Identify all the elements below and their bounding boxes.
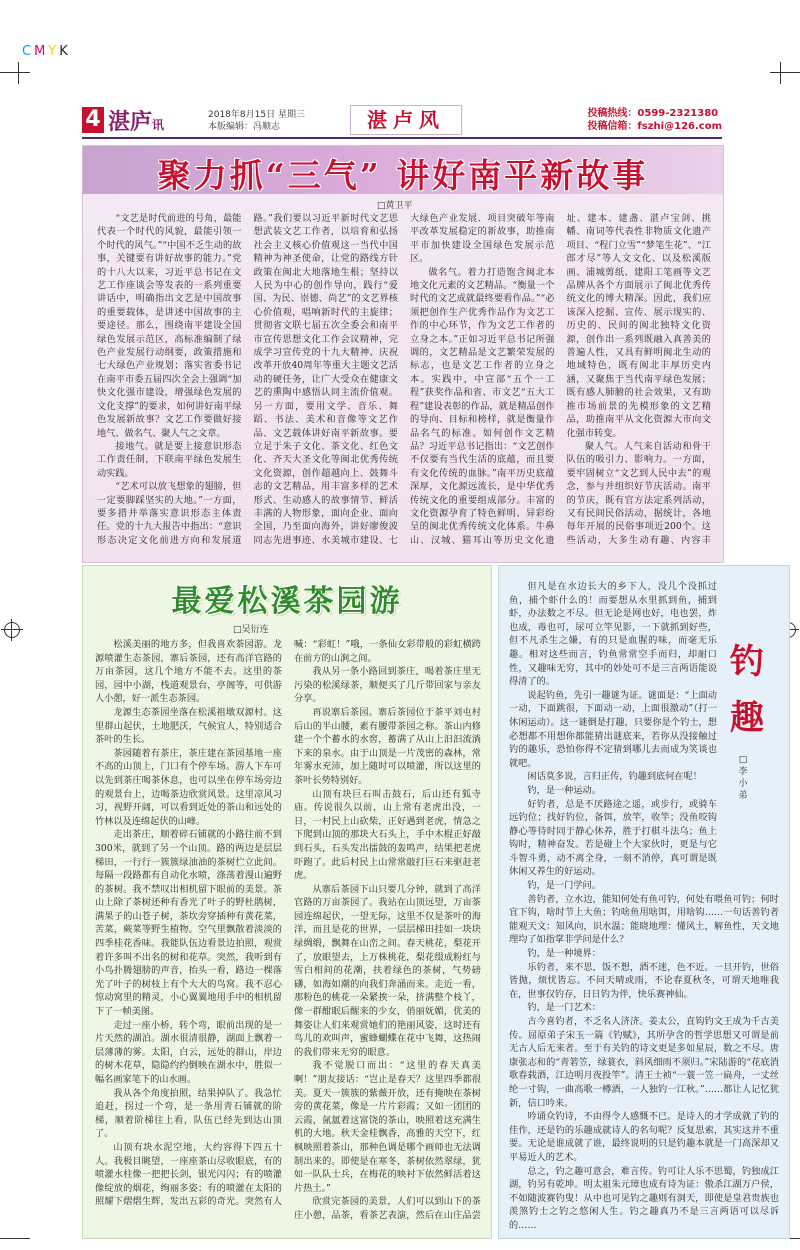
paragraph: 乐钓者，来不思，饭不想，酒不迷，色不近。一旦开钓，世俗皆抛，烦忧皆忘。不问天晴或雨，不论春夏秋冬，可谓天地唯我在，世事仅钓存，日日钓为伴，快乐赛神仙。: [509, 961, 779, 1000]
brand-name: 湛庐: [108, 109, 153, 135]
title-char: 钓: [730, 642, 764, 682]
article-tea-garden-title: 最爱松溪茶园游: [171, 584, 403, 619]
paragraph: 钓，是一种运动。: [527, 784, 601, 796]
paragraph: 做名气。着力打造饱含闽北本地文化元素的文艺精品。“衡量一个时代的文艺成就最终要看作品。”“必须把创作生产优秀作品作为文艺工作的中心环节，作为文艺工作者的立身之本。”正如习近平总书记所强调的，文艺精品是文艺繁荣发展的标志，也是文艺工作者的立身之本。实践中，中宣部“五个一工程”获奖作品和省、市文艺“五大工程”建设表彰的作品，就是精品创作的导向、目标和榜样，就是衡量作品名气的标准。如何创作文艺精品？习近平总书记指出：“文艺创作不仅要有当代生活的底蕴，而且要有文化传统的血脉。”南平历史底蕴深厚，文化源远流长，是中华优秀传统文化的重要组成部分。丰富的文化资源孕育了特色鲜明、异彩纷呈的闽北优秀传统文化体系。牛鼻山、汉城、猫耳山等历史文化遗址、建本、建盏、湛卢宝剑、挑幡、南词等代表性非物质文化遗产项目、“程门立雪”“梦笔生花”、“江郎才尽”等人文文化、以及松溪版画、浦城剪纸、建阳工笔画等文艺品牌从各个方面展示了闽北优秀传统文化的博大精深。因此，我们应该深入挖掘、宣传、展示现实的、历史的、民间的闽北独特文化资源，创作出一系列既融入真善美的普遍人性，又具有鲜明闽北生动的地域特色，既有闽北丰厚历史内涵，又聚焦于当代南平绿色发展；既有感人肺腑的社会效果，又有助推市场前景的先模形象的文艺精品，助推南平从文化资源大市向文化强市转变。: [410, 213, 711, 546]
paragraph: 吟诵众钓诗，不由得令人感慨不已。是诗人的才学成就了钓的佳作，还是钓的乐趣成就诗人的名句呢？反复思索，其实这并不重要。无论是谁成就了谁，最终说明的只是钓趣本就是一门高深却又平易近人的艺术。: [509, 1111, 779, 1163]
article-tea-garden-body: [95, 638, 481, 1232]
paragraph: 钓，是一门艺术：: [527, 1002, 601, 1014]
submission-email: 投稿信箱：fszhi@126.com: [587, 121, 722, 132]
paragraph: 接地气。就是要上接意识形态工作责任制，下联南平绿色发展生动实践。: [97, 440, 242, 479]
section-title: 湛卢风: [350, 105, 462, 135]
article-main-body: [97, 212, 711, 556]
crop-mark-tl-h: [0, 72, 30, 73]
title-char: 趣: [730, 698, 764, 738]
crop-mark-tr-h: [770, 72, 800, 73]
paragraph: 我从另一条小路回到茶庄，喝着茶庄里无污染的松溪绿茶，顺便买了几斤带回家与亲友分享。: [294, 666, 481, 705]
paragraph: 钓，是一门学问。: [527, 880, 601, 892]
paragraph: 龙源生态茶园坐落在松溪祖墩双源村。这里群山起伏，土地肥沃，气候宜人，特别适合茶叶的生长。: [95, 706, 282, 746]
paragraph: “艺术可以放飞想象的翅膀，但一定要脚踩坚实的大地。”一方面，要多措并举落实意识形态主体责任。党的十九大报告中指出：“意识形态决定文化前进方向和发展道路。”我们要以习近平新时代文艺思想武装文艺工作者，以培育和弘扬社会主义核心价值观这一当代中国精神为神圣使命，让党的路线方针政策在闽北大地落地生根；坚持以人民为中心的创作导向，践行“爱国、为民、崇德、尚艺”的文艺界核心价值观，唱响新时代的主旋律；贯彻省文联七届五次全委会和南平市宣传思想文化工作会议精神，完成学习宣传党的十九大精神、庆祝改革开放40周年等重大主题文艺活动的硬任务，让广大受众在健康文艺的熏陶中感悟认同主流价值观。另一方面，要用文学、音乐、舞蹈、书法、美术和音像等文艺作品、文艺载体讲好南平新故事。要立足于朱子文化、茶文化、红色文化、齐天大圣文化等闽北优秀传统文化资源，创作超越向上、鼓舞斗志的文艺精品，用丰富多样的艺术形式、生动感人的故事情节、鲜活丰满的人物形象，面向企业、面向全国，乃至面向海外，讲好廖俊波同志先进事迹、水美城市建设、七大绿色产业发展、项目突破年等南平改革发展稳定的新故事，助推南平市加快建设全国绿色发展示范区。: [97, 213, 555, 546]
article-tea-garden-byline: □吴衍连: [233, 625, 269, 635]
registration-mark-left: [4, 622, 20, 638]
page-header: [82, 105, 722, 139]
editor-line: 本版编辑：冯顺志: [208, 122, 281, 132]
paragraph: 钓，是一种境界：: [527, 948, 601, 960]
article-fishing-byline: □李小弟: [738, 755, 748, 801]
paragraph: 松溪美丽的地方多，但我喜欢茶园游。龙源喷灌生态茶园，寨后茶园，还有高洋官路的万亩茶园，这几个地方不能不去。这里的茶园，园中小湖，栈道观景台，亭阁等，可供游人小憩，好一派生态茶园。: [95, 639, 282, 705]
article-main-title: 聚力抓“三气” 讲好南平新故事: [157, 156, 649, 195]
brand-logo: [108, 105, 164, 136]
paragraph: 好钓者，总是不厌路途之遥，或步行，或骑车远钓位；找好钓位，备饵，放竿，收竿；没鱼咬钩静心等待时同于静心休养，胜于打棋斗法乌；鱼上钩时，精神奋发。若是碰上个大家伙时，更是与它斗智斗勇，动不离全身，一刻不消停，真可谓是既休闲又养生的好运动。: [509, 798, 717, 878]
paragraph: 闲话莫多说，言归正传，钓趣到底何在呢！: [527, 771, 702, 783]
paragraph: 山顶有块巨石叫击鼓石，后山还有狐寺庙。传说很久以前，山上常有老虎出没，一日，一村民上山砍柴，正好遇到老虎，情急之下爬到山顶的那块大石头上，手中木棍正好敲到石头，石头发出擂鼓的轰鸣声，结果把老虎吓跑了。此后村民上山常常敲打巨石来驱赶老虎。: [294, 788, 481, 882]
paragraph: 欣赏完茶园的美景，人们可以到山下的茶庄小憩，品茶，看茶艺表演，然后在山庄品尝: [294, 1196, 481, 1221]
paragraph: 我不觉脱口而出：“这里的春天真美啊！”朋友接话：“岂止是春天？这里四季都很美。夏天一簇簇的紫薇开放，还有掩映在茶树旁的黄花菜，像是一片片彩霞；又如一团团的云霞，氤氲着这富饶的茶山，映照着这充满生机的大地。秋天金桂飘香，高雅的天空下，红枫映照着茶山，那种色调是哪个画师也无法调制出来的。即使是在寒冬，茶树依然翠绿，犹如一队队士兵，在梅花的映衬下依然鲜活着这片热土。”: [294, 1060, 481, 1194]
page-number: 4: [82, 107, 104, 133]
article-fishing-title: [725, 634, 769, 746]
crop-mark-tl-v: [18, 62, 19, 84]
paragraph: 古今喜钓者，不乏名人济济。姜太公，直钩钓文王成为千古美传。屈原弟子宋玉一篇《钓赋》，其所孕含的哲学思想又可谓是前无古人后无来者。至于有关钓的诗文更是多如星辰，数之不尽。唐康张志和的“青箬笠，绿蓑衣，斜风细雨不须归。”宋陆游的“花底消歌春载酒，江边明月夜投竿”。清王士祯“一蓑一笠一扁舟，一丈丝纶一寸钩，一曲高歌一樽酒，一人独钓一江秋。”……都让人记忆犹新，信口吟来。: [509, 1016, 779, 1109]
paragraph: 茶园随着有茶庄，茶庄建在茶园基地一座不高的山顶上，门口有个停车场。游人下车可以先到茶庄喝茶休息，也可以坐在停车场旁边的观景台上，边喝茶边欣赏风景。这里凉风习习，视野开阔，可以看到近处的茶山和远处的竹林以及连绵起伏的山峰。: [95, 747, 282, 827]
article-main-byline: □黄卫平: [377, 201, 413, 211]
cmyk-print-mark: CMYK: [22, 44, 71, 59]
brand-suffix: 讯: [152, 118, 165, 132]
article-fishing: [498, 565, 790, 1239]
paragraph: 总之，钓之趣可意会，难言传。钓可让人乐不思蜀，钓独成江湖，钓另有乾坤。明太祖朱元璋也成有诗为证：傲杀江湖万户侯，不如随波赛钓叟！从中也可见钓之趣则有洞天，即使是皇君贵族也羡煞钓士之钓之悠闲人生。钓之趣真乃不是三言两语可以尽诉的……: [509, 1165, 779, 1230]
paragraph: 再说寨后茶园。寨后茶园位于茶平刘屯村后山的半山腰，素有腰带茶园之称。茶山内修建一个个蓄水的水窖，蓄满了从山上汩汩流淌下来的泉水。由于山顶是一片茂密的森林，常年雾水充沛，加上随时可以喷灌，所以这里的茶叶长势特别好。: [294, 706, 481, 786]
paragraph: “文艺是时代前进的号角，最能代表一个时代的风貌，最能引领一个时代的风气。”“中国不乏生动的故事，关键要有讲好故事的能力。”党的十八大以来，习近平总书记在文艺工作座谈会等发表的一系列重要讲话中，明确指出文艺是中国故事的重要载体，是讲述中国故事的主要途径。那么，围绕南平建设全国绿色发展示范区，高标准编制了绿色产业发展行动纲要，政策措施和七大绿色产业规划；落实省委书记在南平市委五届四次全会上强调“加快文化强市建设，增强绿色发展的文化支撑”的要求，如何讲好南平绿色发展新故事？文艺工作要做好接地气、做名气、聚人气之文章。: [97, 213, 242, 439]
hotline: 投稿热线：0599-2321380: [587, 108, 719, 119]
paragraph: 走过一座小桥，转个弯，眼前出现的是一片天然的湖泊。湖水很清很静，湖面上飘着一层薄薄的雾。太阳，白云，远处的群山，岸边的树木花草，隐隐约约倒映在湖水中，胜似一幅名画家笔下的山水画。: [95, 1019, 282, 1085]
crop-mark-bl-h: [0, 1238, 30, 1239]
article-tea-garden: [82, 565, 492, 1239]
paragraph: 我从各个角度拍照，结果掉队了。我急忙追赶，拐过一个弯，是一条用青石铺就的阶梯，顺着阶梯往上看，队伍已经先到达山顶了。: [95, 1087, 282, 1140]
paragraph: 善钓者，立水边，能知何处有鱼可钓，何处有喂鱼可钓；何时宜下钩，啥时节上大鱼；钓啥鱼用啥饵，用啥钩……一句话善钓者能观天文：知风向，识水温；能晓地理：懂风土，解鱼性，天文地理均了如指掌非学问是什么？: [509, 893, 779, 946]
paragraph: 山顶有块水泥空地，大约容得下四五十人。我极目眺望，一座座茶山尽收眼底，有的喷灌水柱像一把把长剑，银光闪闪；有的喷灌像绽放的烟花，绚丽多姿；有的喷灌在太阳的照耀下熠熠生辉，发出五彩的奇光。突然有人喊：“彩虹！”哦，一条仙女彩带般的彩虹横跨在前方的山涧之间。: [95, 639, 481, 1208]
issue-date: 2018年8月15日 星期三: [208, 110, 305, 120]
article-main: [82, 145, 724, 563]
paragraph: 说起钓鱼，先引一趣谜为证。谜面是：“上面动一动，下面跳很，下面动一动，上面很激动”（打一休闲运动）。这一谜倒是打趣，只要你是个钓士，想必想都不用想你都能猜出谜底来，若你从没接触过钓的趣乐，恐怕你得不定猜到哪儿去而成为笑谈也就吧。: [509, 689, 717, 769]
issue-meta: [208, 109, 305, 133]
paragraph: 聚人气。人气来自活动和骨干队伍的吸引力、影响力。一方面，要牢固树立“文艺到人民中去”的观念，参与并组织好节庆活动。南平的节庆，既有官方法定系列活动，又有民间民俗活动，据统计，各地每年开展的民俗事项近200个。这些活动，大多生动有趣、内容丰: [566, 440, 711, 546]
crop-mark-tr-v: [780, 62, 781, 84]
contact-info: [587, 107, 722, 133]
paragraph: 从寨后茶园下山只要几分钟，就到了高洋官路的万亩茶园了。我站在山顶远望，万亩茶园连绵起伏，一望无际，这里不仅是茶叶的海洋，而且是花的世界，一层层梯田挂如一块块绿绸缎，飘舞在山峦之间。春天桃花，梨花开了，放眼望去，上万株桃花，梨花缀成粉红与雪白相间的花潮，扶着绿色的茶树，气势磅礴，如海如潮的向我们奔涌而来。走近一看，那粉色的桃花一朵紧挨一朵，挤满整个枝丫，像一群酣眠后醒来的少女，俏丽妩媚，优美的舞姿让人们来观赏她们的艳丽风姿，这时还有鸟儿的欢叫声，蜜蜂蝴蝶在花中飞舞，这热闹的我们带来无穷的眼意。: [294, 883, 481, 1058]
paragraph: 但凡是在水边长大的乡下人，没几个没抓过鱼，捕个虾什么的！而要想从水里抓到鱼，捕到虾，办法数之不尽。但无论是网也好，电也罢，炸也成，毒也可，尿可立竿见影，一下就抓到好些，但不凡杀生之嫌，有的只是血腥的味，而毫无乐趣。相对这些而言，钓鱼常常空手而归，却耐口性，又趣味无穷，其中的妙处可不是三言两语能说得清了的。: [509, 581, 717, 688]
paragraph: 走出茶庄，顺着碎石铺就的小路往前不到300米，就到了另一个山顶。路的两边是层层梯田，一行行一簇簇绿油油的茶树伫立此间。每隔一段路都有自动化水喷，涤荡着漫山遍野的茶树。我不禁叹出相机留下眼前的美景。茶山上除了茶树还种有香光了叶子的野杜鹃树，满果子的山苍子树，茶坎旁穿插种有黄花菜，苦菜，蕨菜等野生植物。空气里飘散着淡淡的四季桂花香味。我能队伍边看景边拍照，观赏着许多叫不出名的树和花草。突然，我听到有小鸟扑腾翅膀的声音，抬头一看，路边一棵落光了叶子的树枝上有个大大的鸟窝。我不忍心惊动窝里的精灵，小心翼翼地用手中的相机留下了一帧美图。: [95, 829, 282, 1018]
